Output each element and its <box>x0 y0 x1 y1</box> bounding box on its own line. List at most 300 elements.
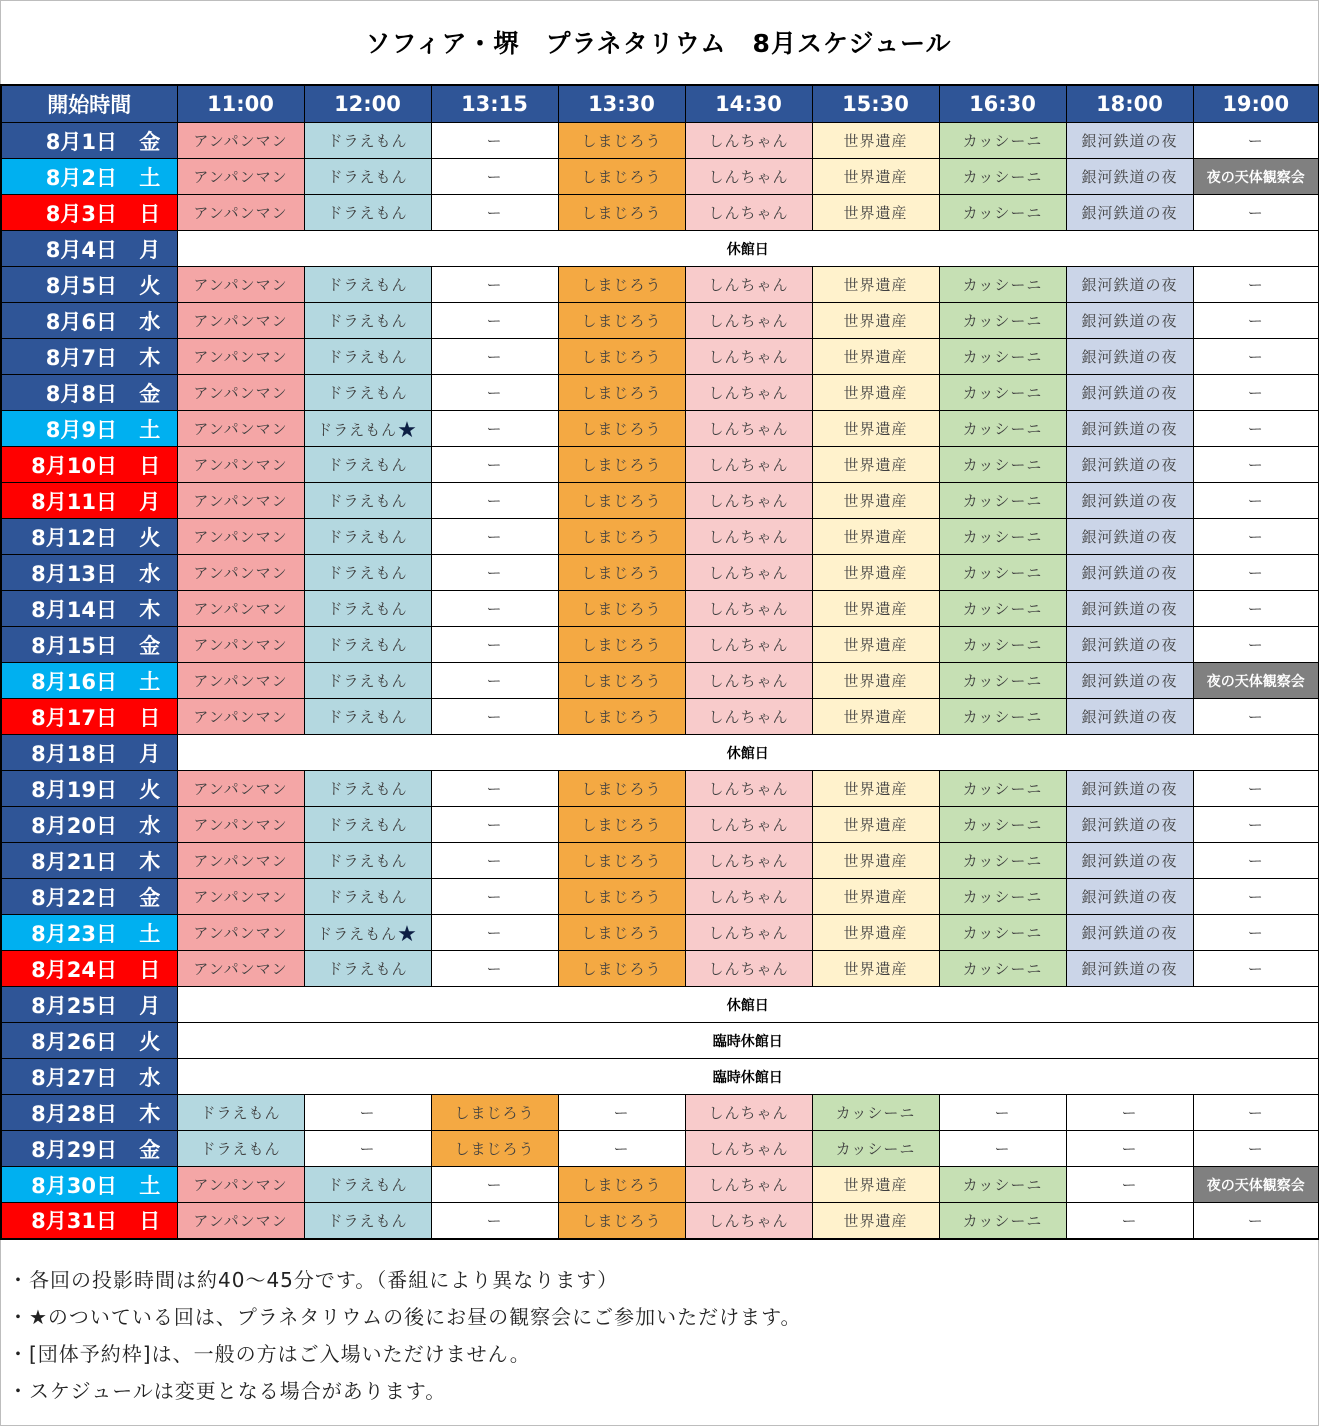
program-label: 世界遺産 <box>843 348 908 366</box>
program-label: ドラえもん <box>327 1211 408 1230</box>
program-cell-none <box>431 483 558 519</box>
program-cell-none <box>431 123 558 159</box>
program-label: ー <box>1247 636 1264 654</box>
program-label: カッシーニ <box>962 312 1043 330</box>
program-label: ー <box>1121 1211 1138 1230</box>
program-label: しんちゃん <box>708 384 789 402</box>
program-label: しまじろう <box>581 600 662 618</box>
schedule-row <box>1 267 1319 303</box>
program-cell-anpanman <box>177 843 304 879</box>
program-cell-doraemon <box>304 591 431 627</box>
program-label: しんちゃん <box>708 1140 789 1158</box>
note-line: ・[団体予約枠]は、一般の方はご入場いただけません。 <box>8 1342 531 1366</box>
program-label: 世界遺産 <box>843 132 908 150</box>
program-cell-shimajiro <box>558 195 685 231</box>
program-label: 銀河鉄道の夜 <box>1081 960 1178 978</box>
program-label: ー <box>1247 708 1264 726</box>
program-cell-cassini <box>939 123 1066 159</box>
program-cell-cassini <box>939 159 1066 195</box>
program-cell-world-heritage <box>812 159 939 195</box>
program-label: アンパンマン <box>193 528 288 546</box>
row-weekday: 月 <box>123 483 177 519</box>
header-time: 13:15 <box>431 85 558 123</box>
program-label: ー <box>486 672 503 690</box>
program-cell-cassini <box>939 699 1066 735</box>
program-cell-none <box>1193 303 1319 339</box>
program-label: アンパンマン <box>193 168 288 186</box>
program-label: ー <box>1247 132 1264 150</box>
program-cell-cassini <box>939 555 1066 591</box>
program-label: 銀河鉄道の夜 <box>1081 132 1178 150</box>
program-label: カッシーニ <box>962 384 1043 402</box>
row-weekday: 日 <box>123 951 177 987</box>
program-label: ー <box>1247 888 1264 906</box>
program-label: ー <box>1247 600 1264 618</box>
program-cell-doraemon <box>304 663 431 699</box>
program-label: カッシーニ <box>962 1176 1043 1194</box>
program-cell-world-heritage <box>812 195 939 231</box>
row-date: 8月29日 <box>1 1131 123 1167</box>
program-cell-none <box>1193 267 1319 303</box>
program-label: アンパンマン <box>193 852 288 870</box>
program-cell-none <box>431 447 558 483</box>
program-label: ー <box>486 168 503 186</box>
program-label: 世界遺産 <box>843 384 908 402</box>
row-weekday: 土 <box>123 411 177 447</box>
program-cell-galactic-railroad <box>1066 771 1193 807</box>
star-icon: ★ <box>397 922 418 947</box>
schedule-row <box>1 519 1319 555</box>
program-label: ドラえもん <box>327 888 408 906</box>
program-cell-doraemon <box>304 483 431 519</box>
program-label: ー <box>486 456 503 474</box>
program-label: ー <box>486 780 503 798</box>
row-weekday: 日 <box>123 699 177 735</box>
program-label: しまじろう <box>581 528 662 546</box>
program-cell-none <box>1193 699 1319 735</box>
program-cell-shimajiro <box>431 1131 558 1167</box>
program-label: ドラえもん <box>327 492 408 510</box>
row-date: 8月30日 <box>1 1167 123 1203</box>
program-label: ー <box>1121 1176 1138 1194</box>
program-label: 銀河鉄道の夜 <box>1081 924 1178 942</box>
program-label: アンパンマン <box>193 564 288 582</box>
row-weekday: 火 <box>123 1023 177 1059</box>
program-cell-cassini <box>939 1203 1066 1239</box>
program-cell-shinchan <box>685 591 812 627</box>
row-date: 8月14日 <box>1 591 123 627</box>
schedule-row <box>1 699 1319 735</box>
program-label: ー <box>486 384 503 402</box>
program-cell-world-heritage <box>812 123 939 159</box>
program-cell-none <box>1193 411 1319 447</box>
program-cell-none <box>1193 1131 1319 1167</box>
program-cell-none <box>558 1131 685 1167</box>
program-cell-doraemon <box>304 555 431 591</box>
program-cell-none <box>431 627 558 663</box>
program-label: ー <box>1247 384 1264 402</box>
program-label: ドラえもん <box>327 456 408 474</box>
program-cell-anpanman <box>177 879 304 915</box>
program-label: しまじろう <box>581 564 662 582</box>
program-label: 世界遺産 <box>843 600 908 618</box>
schedule-row <box>1 339 1319 375</box>
star-icon: ★ <box>397 418 418 443</box>
program-cell-galactic-railroad <box>1066 195 1193 231</box>
row-weekday: 木 <box>123 339 177 375</box>
program-label: ー <box>1247 780 1264 798</box>
program-label: ー <box>1247 816 1264 834</box>
note-line: ・各回の投影時間は約40～45分です。（番組により異なります） <box>8 1268 619 1292</box>
program-label: 世界遺産 <box>843 852 908 870</box>
row-weekday: 木 <box>123 843 177 879</box>
row-weekday: 金 <box>123 1131 177 1167</box>
program-cell-doraemon <box>304 267 431 303</box>
program-label: アンパンマン <box>193 636 288 654</box>
program-cell-world-heritage <box>812 915 939 951</box>
program-cell-shimajiro <box>558 843 685 879</box>
program-cell-cassini <box>939 915 1066 951</box>
program-cell-doraemon <box>304 411 431 447</box>
program-label: しんちゃん <box>708 924 789 942</box>
row-weekday: 月 <box>123 987 177 1023</box>
program-label: しんちゃん <box>708 348 789 366</box>
program-cell-none <box>431 1203 558 1239</box>
program-label: しまじろう <box>581 924 662 942</box>
program-label: ー <box>1247 312 1264 330</box>
schedule-row <box>1 1203 1319 1239</box>
program-cell-anpanman <box>177 483 304 519</box>
program-label: カッシーニ <box>962 168 1043 186</box>
row-date: 8月16日 <box>1 663 123 699</box>
program-label: ー <box>1247 420 1264 438</box>
program-cell-world-heritage <box>812 339 939 375</box>
row-weekday: 月 <box>123 735 177 771</box>
program-label: 銀河鉄道の夜 <box>1081 780 1178 798</box>
program-label: しんちゃん <box>708 960 789 978</box>
program-cell-world-heritage <box>812 879 939 915</box>
program-cell-shimajiro <box>558 699 685 735</box>
schedule-row <box>1 483 1319 519</box>
program-cell-anpanman <box>177 1167 304 1203</box>
program-label: 世界遺産 <box>843 204 908 222</box>
header-start-time: 開始時間 <box>1 85 177 123</box>
program-cell-anpanman <box>177 771 304 807</box>
program-cell-world-heritage <box>812 447 939 483</box>
program-cell-shimajiro <box>558 267 685 303</box>
schedule-row <box>1 843 1319 879</box>
program-label: アンパンマン <box>193 420 288 438</box>
row-weekday: 水 <box>123 555 177 591</box>
row-weekday: 日 <box>123 447 177 483</box>
program-cell-world-heritage <box>812 951 939 987</box>
program-cell-none <box>431 915 558 951</box>
program-label: ー <box>613 1104 630 1122</box>
program-label: 銀河鉄道の夜 <box>1081 816 1178 834</box>
program-label: カッシーニ <box>962 348 1043 366</box>
program-label: 銀河鉄道の夜 <box>1081 852 1178 870</box>
program-cell-doraemon <box>177 1095 304 1131</box>
program-cell-none <box>431 375 558 411</box>
schedule-table <box>0 84 1319 1240</box>
program-cell-doraemon <box>304 807 431 843</box>
program-cell-cassini <box>939 627 1066 663</box>
header-time: 13:30 <box>558 85 685 123</box>
program-label: 世界遺産 <box>843 420 908 438</box>
program-label: 銀河鉄道の夜 <box>1081 312 1178 330</box>
program-cell-galactic-railroad <box>1066 591 1193 627</box>
program-cell-galactic-railroad <box>1066 951 1193 987</box>
program-label: 世界遺産 <box>843 564 908 582</box>
program-label: 夜の天体観察会 <box>1206 1177 1305 1194</box>
program-cell-cassini <box>939 843 1066 879</box>
program-cell-doraemon <box>304 519 431 555</box>
program-cell-none <box>1193 807 1319 843</box>
program-label: 夜の天体観察会 <box>1206 673 1305 690</box>
row-date: 8月5日 <box>1 267 123 303</box>
program-cell-shinchan <box>685 699 812 735</box>
program-cell-anpanman <box>177 411 304 447</box>
program-cell-doraemon <box>304 195 431 231</box>
program-cell-shinchan <box>685 1131 812 1167</box>
program-label: アンパンマン <box>193 708 288 726</box>
program-label: アンパンマン <box>193 1211 288 1230</box>
program-label: しまじろう <box>581 1176 662 1194</box>
program-label: カッシーニ <box>962 564 1043 582</box>
program-cell-doraemon <box>304 159 431 195</box>
program-cell-shinchan <box>685 1095 812 1131</box>
schedule-row <box>1 627 1319 663</box>
program-cell-shimajiro <box>558 519 685 555</box>
program-label: ー <box>486 708 503 726</box>
row-weekday: 月 <box>123 231 177 267</box>
program-cell-galactic-railroad <box>1066 519 1193 555</box>
program-label: 世界遺産 <box>843 960 908 978</box>
row-date: 8月8日 <box>1 375 123 411</box>
schedule-row <box>1 1023 1319 1059</box>
program-cell-galactic-railroad <box>1066 375 1193 411</box>
closed-notice: 臨時休館日 <box>177 1023 1319 1059</box>
program-label: アンパンマン <box>193 1176 288 1194</box>
program-label: しんちゃん <box>708 132 789 150</box>
program-label: 世界遺産 <box>843 708 908 726</box>
row-date: 8月9日 <box>1 411 123 447</box>
program-cell-none <box>1193 1095 1319 1131</box>
program-label: アンパンマン <box>193 672 288 690</box>
row-date: 8月13日 <box>1 555 123 591</box>
program-cell-doraemon <box>304 915 431 951</box>
row-weekday: 木 <box>123 1095 177 1131</box>
program-cell-anpanman <box>177 375 304 411</box>
program-cell-anpanman <box>177 339 304 375</box>
program-cell-anpanman <box>177 123 304 159</box>
program-cell-world-heritage <box>812 519 939 555</box>
program-cell-none <box>1066 1131 1193 1167</box>
program-label: 銀河鉄道の夜 <box>1081 672 1178 690</box>
program-cell-cassini <box>939 447 1066 483</box>
program-label: アンパンマン <box>193 816 288 834</box>
program-cell-anpanman <box>177 915 304 951</box>
program-label: カッシーニ <box>835 1140 916 1158</box>
program-cell-shimajiro <box>558 807 685 843</box>
program-label: しまじろう <box>581 276 662 294</box>
program-label: しまじろう <box>581 168 662 186</box>
row-date: 8月23日 <box>1 915 123 951</box>
program-label: ー <box>486 636 503 654</box>
program-label: カッシーニ <box>962 816 1043 834</box>
program-cell-doraemon <box>304 879 431 915</box>
program-label: しまじろう <box>454 1104 535 1122</box>
program-label: カッシーニ <box>962 1211 1043 1230</box>
program-label: 世界遺産 <box>843 636 908 654</box>
header-time: 16:30 <box>939 85 1066 123</box>
program-label: カッシーニ <box>962 852 1043 870</box>
program-label: アンパンマン <box>193 492 288 510</box>
row-weekday: 水 <box>123 1059 177 1095</box>
program-cell-galactic-railroad <box>1066 627 1193 663</box>
program-label: ドラえもん <box>327 312 408 330</box>
program-cell-anpanman <box>177 447 304 483</box>
schedule-row <box>1 591 1319 627</box>
program-label: 世界遺産 <box>843 1211 908 1230</box>
program-label: ドラえもん <box>317 925 398 943</box>
program-label: しんちゃん <box>708 168 789 186</box>
program-cell-world-heritage <box>812 555 939 591</box>
program-cell-doraemon <box>304 1167 431 1203</box>
closed-notice: 休館日 <box>177 231 1319 267</box>
program-cell-none <box>431 951 558 987</box>
program-cell-shinchan <box>685 267 812 303</box>
note-line: ・スケジュールは変更となる場合があります。 <box>8 1379 447 1403</box>
program-cell-none <box>431 663 558 699</box>
program-cell-shimajiro <box>558 159 685 195</box>
program-label: しまじろう <box>581 204 662 222</box>
program-cell-shimajiro <box>558 915 685 951</box>
schedule-row <box>1 411 1319 447</box>
program-label: 世界遺産 <box>843 492 908 510</box>
program-cell-shimajiro <box>558 1167 685 1203</box>
program-cell-none <box>1193 591 1319 627</box>
program-label: しまじろう <box>581 348 662 366</box>
program-cell-cassini <box>939 303 1066 339</box>
program-label: しまじろう <box>581 780 662 798</box>
program-label: しんちゃん <box>708 204 789 222</box>
row-weekday: 金 <box>123 375 177 411</box>
schedule-row <box>1 915 1319 951</box>
program-cell-none <box>1193 879 1319 915</box>
program-cell-none <box>431 195 558 231</box>
program-cell-doraemon <box>304 843 431 879</box>
row-weekday: 金 <box>123 123 177 159</box>
program-cell-none <box>1193 627 1319 663</box>
header-row <box>1 85 1319 123</box>
row-date: 8月2日 <box>1 159 123 195</box>
program-cell-anpanman <box>177 267 304 303</box>
schedule-row <box>1 447 1319 483</box>
program-label: ドラえもん <box>327 1176 408 1194</box>
program-label: ー <box>1247 276 1264 294</box>
note-line: ・★のついている回は、プラネタリウムの後にお昼の観察会にご参加いただけます。 <box>8 1305 802 1329</box>
program-cell-shimajiro <box>431 1095 558 1131</box>
program-label: カッシーニ <box>962 924 1043 942</box>
row-date: 8月1日 <box>1 123 123 159</box>
row-date: 8月3日 <box>1 195 123 231</box>
row-weekday: 土 <box>123 1167 177 1203</box>
program-label: ー <box>486 600 503 618</box>
program-label: ー <box>486 1211 503 1230</box>
closed-notice: 臨時休館日 <box>177 1059 1319 1095</box>
row-date: 8月6日 <box>1 303 123 339</box>
program-cell-galactic-railroad <box>1066 699 1193 735</box>
program-label: 世界遺産 <box>843 816 908 834</box>
program-cell-cassini <box>812 1131 939 1167</box>
program-cell-anpanman <box>177 159 304 195</box>
program-label: しんちゃん <box>708 492 789 510</box>
program-label: ドラえもん <box>327 204 408 222</box>
program-cell-anpanman <box>177 555 304 591</box>
program-label: しまじろう <box>581 636 662 654</box>
program-cell-none <box>1193 951 1319 987</box>
row-date: 8月28日 <box>1 1095 123 1131</box>
program-label: しまじろう <box>581 960 662 978</box>
header-time: 11:00 <box>177 85 304 123</box>
program-cell-world-heritage <box>812 1203 939 1239</box>
program-cell-none <box>1193 555 1319 591</box>
program-label: 銀河鉄道の夜 <box>1081 420 1178 438</box>
program-label: カッシーニ <box>962 492 1043 510</box>
program-cell-shinchan <box>685 807 812 843</box>
program-label: しんちゃん <box>708 564 789 582</box>
row-date: 8月26日 <box>1 1023 123 1059</box>
program-label: しまじろう <box>454 1140 535 1158</box>
program-label: 銀河鉄道の夜 <box>1081 528 1178 546</box>
program-cell-doraemon <box>304 699 431 735</box>
program-label: ー <box>1247 492 1264 510</box>
header-time: 14:30 <box>685 85 812 123</box>
program-cell-cassini <box>939 951 1066 987</box>
program-cell-world-heritage <box>812 807 939 843</box>
program-label: しんちゃん <box>708 672 789 690</box>
program-label: ー <box>994 1104 1011 1122</box>
program-cell-doraemon <box>304 627 431 663</box>
program-label: ドラえもん <box>327 960 408 978</box>
program-cell-cassini <box>939 879 1066 915</box>
program-cell-shimajiro <box>558 339 685 375</box>
program-cell-shinchan <box>685 1167 812 1203</box>
program-cell-none <box>431 879 558 915</box>
program-label: ー <box>486 960 503 978</box>
row-date: 8月25日 <box>1 987 123 1023</box>
program-cell-galactic-railroad <box>1066 267 1193 303</box>
program-label: しまじろう <box>581 384 662 402</box>
program-cell-none <box>939 1095 1066 1131</box>
program-cell-night-observation <box>1193 159 1319 195</box>
program-label: カッシーニ <box>962 204 1043 222</box>
row-date: 8月24日 <box>1 951 123 987</box>
program-label: 世界遺産 <box>843 780 908 798</box>
program-cell-shimajiro <box>558 375 685 411</box>
row-weekday: 日 <box>123 195 177 231</box>
program-label: しんちゃん <box>708 1176 789 1194</box>
program-label: ー <box>1247 1140 1264 1158</box>
program-label: ドラえもん <box>327 276 408 294</box>
program-cell-shinchan <box>685 303 812 339</box>
row-weekday: 木 <box>123 591 177 627</box>
program-cell-shinchan <box>685 951 812 987</box>
program-cell-anpanman <box>177 951 304 987</box>
program-cell-none <box>431 339 558 375</box>
program-cell-shinchan <box>685 447 812 483</box>
